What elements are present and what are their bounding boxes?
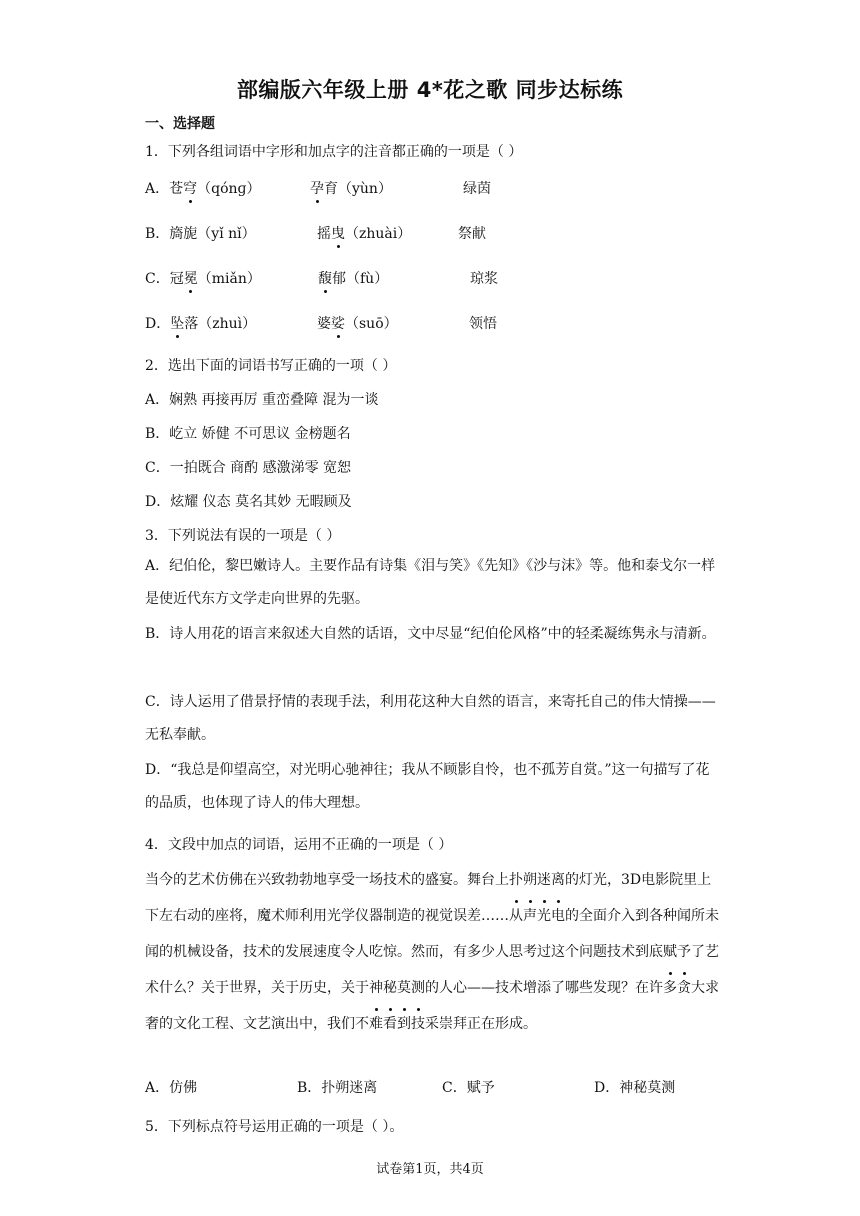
pinyin: （zhuài） [345, 226, 412, 242]
question-2-option-d: D．炫耀 仪态 莫名其妙 无暇顾及 [145, 494, 352, 510]
page-title: 部编版六年级上册 4*花之歌 同步达标练 [236, 78, 624, 102]
question-2-option-b: B．屹立 娇健 不可思议 金榜题名 [145, 426, 351, 442]
option-label: B． [145, 226, 170, 242]
question-1-stem: 1．下列各组词语中字形和加点字的注音都正确的一项是（ ） [145, 144, 523, 160]
dotted-character: 穹 [183, 178, 197, 198]
option-text: 冠 [169, 271, 184, 287]
question-3-option-d: D．“我总是仰望高空，对光明心驰神往；我从不顾影自怜，也不孤芳自赏。”这一句描写了花的品质，也体现了诗人的伟大理想。 [145, 762, 710, 811]
dotted-character: 坠 [170, 313, 184, 333]
question-4-option-d: D．神秘莫测 [594, 1080, 676, 1096]
passage-text: 当今的艺术仿佛在兴致勃勃地享受一场技术的盛宴。舞台上 [145, 872, 509, 888]
option-text: 育（yùn） [324, 181, 392, 197]
option-label: D． [145, 316, 171, 332]
dotted-character: 离 [551, 862, 565, 898]
pinyin: （miǎn） [197, 271, 261, 287]
dotted-character: 莫 [397, 970, 411, 1006]
dotted-character: 迷 [537, 862, 551, 898]
option-text: 婆 [317, 316, 331, 332]
option-word: 祭献 [458, 226, 486, 242]
dotted-character: 馥 [318, 268, 332, 288]
pinyin: （suō） [345, 316, 398, 332]
option-word: 领悟 [469, 316, 497, 332]
pinyin: （qónɡ） [197, 181, 261, 197]
passage-text: 的灯光，3D电影院里上下左右动的座将，魔术师利用光学仪器制造的视觉误差……从声光电的全面介入到各种闻所未闻的机械设备，技术的发展速度令人吃惊。然而，有多少人思考过这个问题技术到底 [145, 872, 719, 960]
pinyin: （yǐ nǐ） [197, 226, 256, 242]
question-5-stem: 5．下列标点符号运用正确的一项是（ ）。 [145, 1119, 404, 1135]
option-text: 旖旎 [169, 226, 198, 242]
dotted-character: 冕 [184, 268, 198, 288]
question-4-passage [145, 862, 720, 1042]
dotted-character: 神 [369, 970, 383, 1006]
dotted-character: 测 [411, 970, 425, 1006]
question-3-option-c: C．诗人运用了借景抒情的表现手法，利用花这种大自然的语言，来寄托自己的伟大情操——无私奉献。 [145, 694, 716, 743]
passage-text: 的人心——技术增添了哪些发现？在许多贪大求奢的文化工程、文艺演出中，我们不难看到技采崇拜正在形成。 [145, 980, 719, 1032]
option-text: 郁（fù） [332, 271, 389, 287]
dotted-character: 扑 [509, 862, 523, 898]
question-2-stem: 2．选出下面的词语书写正确的一项（ ） [145, 358, 397, 374]
option-text: 苍 [169, 181, 184, 197]
section-heading: 一、选择题 [145, 116, 215, 132]
dotted-character: 孕 [310, 178, 324, 198]
question-3-option-a: A．纪伯伦，黎巴嫩诗人。主要作品有诗集《泪与笑》《先知》《沙与沫》等。他和泰戈尔一样是使近代东方文学走向世界的先驱。 [145, 558, 716, 607]
question-4-option-b: B．扑朔迷离 [297, 1080, 378, 1096]
dotted-character: 赋 [663, 934, 677, 970]
dotted-character: 朔 [523, 862, 537, 898]
option-text: 落（zhuì） [184, 316, 257, 332]
page-footer: 试卷第1页，共4页 [376, 1162, 484, 1177]
question-2-option-c: C．一拍既合 商酌 感激涕零 宽恕 [145, 460, 352, 476]
question-4-option-c: C．赋予 [442, 1080, 495, 1096]
question-4-option-a: A．仿佛 [145, 1080, 198, 1096]
question-2-option-a: A．娴熟 再接再厉 重峦叠障 混为一谈 [145, 392, 379, 408]
question-3-stem: 3．下列说法有误的一项是（ ） [145, 528, 341, 544]
dotted-character: 曳 [331, 223, 345, 243]
option-word: 绿茵 [463, 181, 491, 197]
question-3-option-b: B．诗人用花的语言来叙述大自然的话语，文中尽显“纪伯伦风格”中的轻柔凝练隽永与清新。 [145, 626, 716, 642]
dotted-character: 予 [677, 934, 691, 970]
option-label: A． [145, 181, 170, 197]
passage-text: 了艺术什么？关于世界，关于历史，关于 [145, 944, 719, 996]
option-label: C． [145, 271, 170, 287]
question-4-stem: 4．文段中加点的词语，运用不正确的一项是（ ） [145, 837, 453, 853]
dotted-character: 娑 [331, 313, 345, 333]
dotted-character: 秘 [383, 970, 397, 1006]
option-word: 琼浆 [470, 271, 498, 287]
option-text: 摇 [317, 226, 331, 242]
